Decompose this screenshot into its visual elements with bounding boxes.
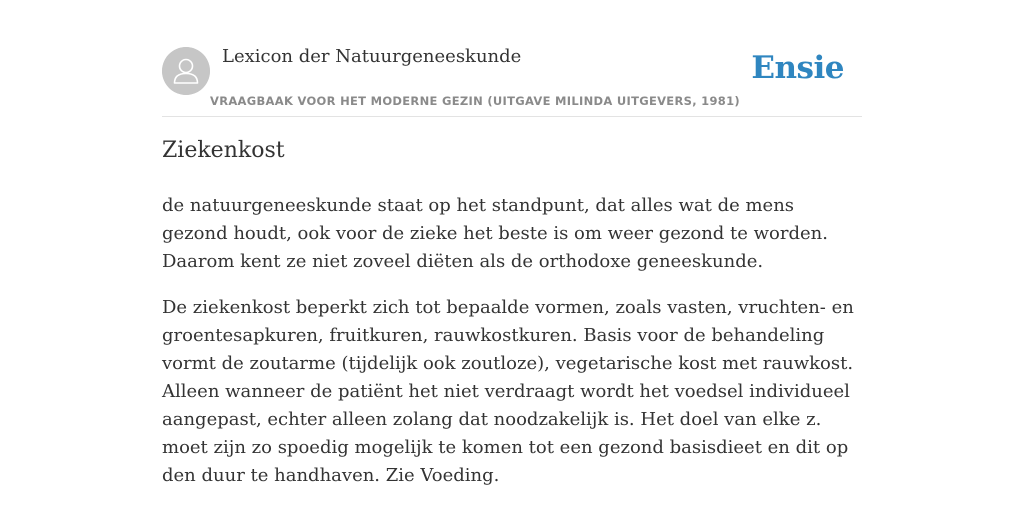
- entry-paragraph: de natuurgeneeskunde staat op het standpunt, dat alles wat de mens gezond houdt, ook voor de zieke het beste is om weer gezond te worden. Daarom kent ze niet zoveel diëten als de orthodoxe geneeskunde.: [162, 195, 828, 272]
- user-placeholder-icon[interactable]: [162, 47, 210, 95]
- source-header: [162, 40, 862, 117]
- entry-content: [162, 192, 862, 508]
- entry-title: Ziekenkost: [162, 138, 285, 163]
- source-subtitle: VRAAGBAAK VOOR HET MODERNE GEZIN (UITGAVE MILINDA UITGEVERS, 1981): [210, 94, 740, 108]
- entry-paragraph: De ziekenkost beperkt zich tot bepaalde vormen, zoals vasten, vruchten- en groentesapkuren, fruitkuren, rauwkostkuren. Basis voor de behandeling vormt de zoutarme (tijdelijk ook zoutloze), vegetarische kost met rauwkost. Alleen wanneer de patiënt het niet verdraagt wordt het voedsel individueel aangepast, echter alleen zolang dat noodzakelijk is. Het doel van elke z. moet zijn zo spoedig mogelijk te komen tot een gezond basisdieet en dit op den duur te handhaven. Zie Voeding.: [162, 297, 854, 486]
- source-title[interactable]: Lexicon der Natuurgeneeskunde: [222, 46, 522, 67]
- ensie-logo[interactable]: Ensie: [751, 50, 844, 86]
